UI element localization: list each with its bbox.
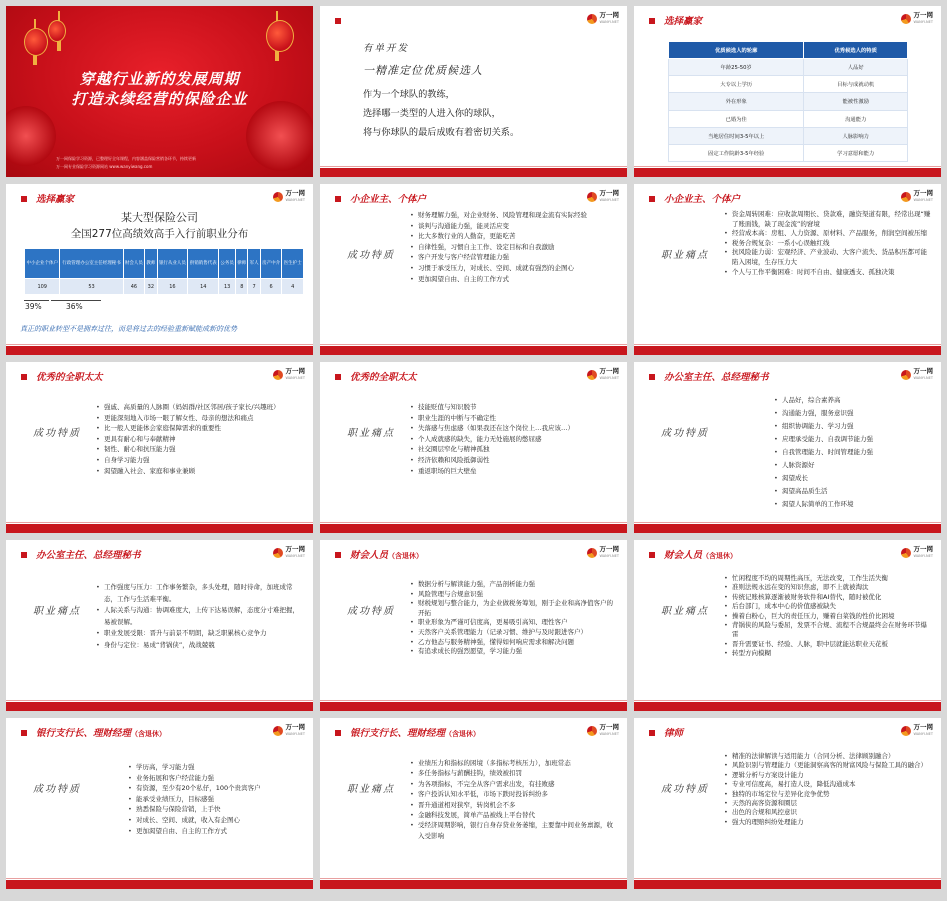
slide-title-sub: （含退休）: [388, 552, 424, 560]
table-header: 供销销售代表: [188, 249, 219, 279]
logo-subtext: WANYI.NET: [285, 732, 305, 736]
logo-subtext: WANYI.NET: [599, 20, 619, 24]
table-row: [669, 110, 908, 127]
bullet-list: [94, 582, 305, 651]
table-cell: 13: [219, 279, 236, 295]
intro-heading: 有单开发: [363, 43, 410, 54]
slide-cover[interactable]: [6, 6, 313, 177]
slide-lawyer-traits[interactable]: [634, 718, 941, 889]
logo-text: 万一网: [285, 367, 305, 375]
bullet-list: [408, 402, 619, 476]
slide-footer-bar: [6, 524, 313, 533]
logo-subtext: WANYI.NET: [913, 376, 933, 380]
list-item: • 习惯于承受压力，对成长、空间、成就有强烈的企图心: [418, 263, 619, 274]
list-item: • 为各项指标，不完全从客户需求出发，有挂败感: [418, 779, 619, 789]
bullet-square: [649, 18, 655, 24]
slide-title-text: 财会人员: [664, 550, 703, 561]
brand-logo: [901, 190, 933, 204]
list-item: • 抗风险能力弱：宏观经济、产业波动、大客户流失、货品积压都可能陷入困境，生存压力大: [732, 248, 933, 267]
logo-icon: [901, 726, 911, 736]
table-cell: 109: [25, 279, 60, 295]
list-item: • 更加渴望自由、自主的工作方式: [418, 274, 619, 285]
list-item: • 职业形象为严谨可信度高，更易吸引高知、理性客户: [418, 618, 619, 628]
table-row: [669, 144, 908, 161]
table-header: 行政管理办公室主任经理秘书: [60, 249, 123, 279]
list-item: • 精准的法律解读与适用能力（合同分析、法律顾别融合）: [732, 752, 933, 761]
logo-text: 万一网: [913, 11, 933, 19]
slide-title: [350, 547, 423, 561]
list-item: • 重返职场的巨大壁垒: [418, 466, 619, 477]
slide-title: 优秀的全职太太: [350, 372, 417, 383]
list-item: • 更具有耐心和与奉献精神: [104, 434, 305, 445]
list-item: • 天然客户关系管理能力（记录习惯、维护与及时跟进客户）: [418, 628, 619, 638]
list-item: • 晋升需要证书、经验、人脉，职中层就能达职业天花板: [732, 640, 933, 649]
slide-title: 办公室主任、总经理秘书: [36, 550, 141, 561]
list-item: • 更能深刻地入市场一眼了解女性、母亲的想法和痛点: [104, 413, 305, 424]
section-stamp: 职业痛点: [33, 606, 81, 617]
slide-title-text: 银行支行长、理财经理: [350, 728, 446, 739]
list-item: • 人脉资源好: [782, 459, 933, 472]
table-header: 军人: [248, 249, 260, 279]
list-item: • 业务拓展和客户经营能力强: [136, 773, 305, 784]
lantern-icon: [24, 28, 48, 56]
slide-footer-bar: [320, 702, 627, 711]
list-item: • 渴望成长: [782, 472, 933, 485]
slide-office-traits[interactable]: [634, 362, 941, 533]
bullet-square: [335, 196, 341, 202]
table-cell: 8: [236, 279, 248, 295]
bullet-square: [21, 374, 27, 380]
list-item: • 渴望高品质生活: [782, 485, 933, 498]
list-item: • 经营成本高：房租、人力资源、原材料、产品服务，削润空间被压缩: [732, 229, 933, 239]
list-item: • 技能贬值与知识脱节: [418, 402, 619, 413]
logo-text: 万一网: [599, 189, 619, 197]
bullet-square: [21, 730, 27, 736]
list-item: • 财务理解力强，对企业财务、风险管理和现金流有实际经验: [418, 210, 619, 221]
slide-candidate-table[interactable]: [634, 6, 941, 177]
bullet-square: [649, 552, 655, 558]
intro-paragraph-line: 选择哪一类型的人进入你的球队，: [363, 108, 501, 119]
list-item: • 数据分析与解读能力强，产品剖析能力强: [418, 580, 619, 590]
list-item: • 客户开发与客户经营管理能力强: [418, 252, 619, 263]
logo-icon: [587, 14, 597, 24]
logo-subtext: WANYI.NET: [913, 732, 933, 736]
list-item: • 出色的合规和风控意识: [732, 808, 933, 817]
table-header: 医生护士: [282, 249, 304, 279]
list-item: • 忙闲程度不均的周期性高压，无法改变，工作生活失衡: [732, 574, 933, 583]
flower-decoration: [6, 106, 56, 166]
distribution-subtitle: 全国277位高绩效高手入行前职业分布: [70, 228, 249, 240]
slide-accountant-traits[interactable]: [320, 540, 627, 711]
list-item: • 能承受业绩压力，目标感强: [136, 794, 305, 805]
slide-footer-bar: [320, 524, 627, 533]
percentage-bracket: [51, 300, 101, 301]
flower-decoration: [246, 101, 313, 171]
slide-office-pain[interactable]: [6, 540, 313, 711]
list-item: • 转型方向模糊: [732, 649, 933, 658]
slide-career-distribution[interactable]: [6, 184, 313, 355]
list-item: • 熟悉保险与保险营销，上手快: [136, 804, 305, 815]
distribution-table: [24, 248, 304, 295]
logo-text: 万一网: [913, 189, 933, 197]
logo-text: 万一网: [913, 367, 933, 375]
logo-text: 万一网: [913, 723, 933, 731]
slide-title-sub: （含退休）: [445, 730, 481, 738]
slide-business-owner-traits[interactable]: [320, 184, 627, 355]
bullet-square: [335, 552, 341, 558]
list-item: • 逻辑分析与方案设计能力: [732, 771, 933, 780]
list-item: • 多任务指标与薪酬挂钩，绩效被扣罚: [418, 768, 619, 778]
bullet-list: [722, 752, 933, 827]
slide-banker-pain[interactable]: [320, 718, 627, 889]
slide-title: [36, 725, 166, 739]
table-cell: 沟通能力: [804, 110, 908, 127]
bullet-square: [649, 730, 655, 736]
table-header: 优秀候选人的特质: [804, 42, 908, 59]
table-cell: 7: [248, 279, 260, 295]
list-item: • 金融科技发展，简单产品被线上平台替代: [418, 810, 619, 820]
logo-icon: [901, 192, 911, 202]
table-cell: 外在形象: [669, 93, 804, 110]
logo-icon: [901, 370, 911, 380]
slide-title-text: 银行支行长、理财经理: [36, 728, 132, 739]
table-header: 银行从业人员: [157, 249, 188, 279]
list-item: • 渴望人际简单的工作环境: [782, 498, 933, 511]
section-stamp: 成功特质: [347, 250, 395, 261]
list-item: • 专业可信度高，易打造人设，降低沟通成本: [732, 780, 933, 789]
brand-logo: [587, 368, 619, 382]
table-header: 财会人员: [123, 249, 145, 279]
cover-title-line1: 穿越行业新的发展周期: [79, 70, 240, 88]
section-stamp: 成功特质: [661, 784, 709, 795]
logo-text: 万一网: [599, 367, 619, 375]
logo-subtext: WANYI.NET: [913, 554, 933, 558]
logo-subtext: WANYI.NET: [913, 20, 933, 24]
slide-title-sub: （含退休）: [131, 730, 167, 738]
logo-subtext: WANYI.NET: [285, 554, 305, 558]
logo-text: 万一网: [913, 545, 933, 553]
list-item: • 人际关系与沟通：协调难度大，上传下达易误解，态度分寸难把握，易被误解。: [104, 605, 305, 628]
section-stamp: 职业痛点: [347, 428, 395, 439]
logo-text: 万一网: [285, 545, 305, 553]
logo-text: 万一网: [285, 189, 305, 197]
logo-subtext: WANYI.NET: [285, 198, 305, 202]
section-stamp: 职业痛点: [661, 606, 709, 617]
logo-subtext: WANYI.NET: [599, 732, 619, 736]
table-header: 律师: [236, 249, 248, 279]
table-header: 房产中介: [260, 249, 282, 279]
brand-logo: [587, 190, 619, 204]
list-item: • 资金周转困难：应收款周期长、贷款难，融资渠道有限，经常出现“赚了账面钱，缺了现金流”的窘境: [732, 210, 933, 229]
list-item: • 有资源，至少有20个私仔，100个贵宾客户: [136, 783, 305, 794]
logo-icon: [901, 14, 911, 24]
cover-fine-print: 万一网保险学习资源，已整理好全年课程，内容涵盖保险营销各环节，持续更新: [56, 156, 196, 161]
distribution-title: 某大型保险公司: [121, 211, 198, 224]
list-item: • 操着白粉心，巨大的责任压力，赚着白菜钱的性价比困境: [732, 612, 933, 621]
table-cell: 能被性激励: [804, 93, 908, 110]
bullet-square: [21, 196, 27, 202]
list-item: • 人品好，综合素养高: [782, 394, 933, 407]
slide-title: 选择赢家: [36, 194, 75, 205]
bullet-square: [649, 374, 655, 380]
list-item: • 学历高，学习能力强: [136, 762, 305, 773]
bullet-list: [772, 394, 933, 511]
logo-subtext: WANYI.NET: [285, 376, 305, 380]
table-row: [669, 76, 908, 93]
cover-fine-print: 万一网专业保险学习资源网站 www.wanyiwang.com: [56, 164, 153, 169]
list-item: • 失落感与焦虑感（如果我还在这个岗位上…我应该…）: [418, 423, 619, 434]
list-item: • 个人成就感的缺失，能力无处施展的憋屈感: [418, 434, 619, 445]
logo-icon: [273, 192, 283, 202]
section-stamp: 成功特质: [347, 606, 395, 617]
list-item: • 经济依赖和风险抵御弱性: [418, 455, 619, 466]
list-item: • 背锅侠的风险与委屈，发票不合规、流程不合规最终会在财务环节爆雷: [732, 621, 933, 640]
table-cell: 目标与成就动机: [804, 76, 908, 93]
logo-subtext: WANYI.NET: [599, 198, 619, 202]
section-stamp: 成功特质: [661, 428, 709, 439]
list-item: • 晋升通道相对狭窄，转岗机会不多: [418, 800, 619, 810]
list-item: • 自身学习能力强: [104, 455, 305, 466]
brand-logo: [273, 190, 305, 204]
table-cell: 当地居住时间3-5年以上: [669, 127, 804, 144]
bullet-square: [21, 552, 27, 558]
slide-quote: 真正的职业转型不是拥弃过往，而是将过去的经验重新赋能成新的优势: [20, 325, 237, 333]
bullet-list: [722, 210, 933, 277]
section-stamp: 成功特质: [33, 784, 81, 795]
table-header: 公务员: [219, 249, 236, 279]
list-item: • 风险管理与合规意识强: [418, 590, 619, 600]
section-stamp: 职业痛点: [347, 784, 395, 795]
slide-footer-bar: [634, 346, 941, 355]
table-cell: 14: [188, 279, 219, 295]
list-item: • 工作强度与压力：工作事务繁杂，多头处理，随时待命，加班成常态，工作与生活难平衡。: [104, 582, 305, 605]
brand-logo: [901, 546, 933, 560]
list-item: • 强大的理赔纠纷处理能力: [732, 818, 933, 827]
logo-icon: [587, 548, 597, 558]
table-cell: 固定工作院龄3-5年经验: [669, 144, 804, 161]
lantern-icon: [266, 20, 294, 52]
list-item: • 自我管理能力、时间管理能力强: [782, 446, 933, 459]
list-item: • 天然的高客资源和圈层: [732, 799, 933, 808]
brand-logo: [587, 12, 619, 26]
candidate-comparison-table: [668, 41, 908, 162]
list-item: • 强戚、高质量的人脉圈（妈妈群/社区邻居/孩子家长/兴趣班）: [104, 402, 305, 413]
bullet-square: [335, 730, 341, 736]
table-cell: 32: [145, 279, 157, 295]
logo-icon: [587, 726, 597, 736]
cover-title-line2: 打造永续经营的保险企业: [71, 90, 248, 108]
list-item: • 组织协调能力、学习力强: [782, 420, 933, 433]
list-item: • 准则法规永远在变的知识焦虑，即不上就被淘汰: [732, 583, 933, 592]
list-item: • 职业发展受限：晋升与前景不明朗，缺乏职累核心竞争力: [104, 628, 305, 640]
list-item: • 韧性、耐心和抗压能力强: [104, 444, 305, 455]
slide-title: 小企业主、个体户: [350, 194, 427, 205]
brand-logo: [273, 546, 305, 560]
list-item: • 应理承受能力、自我调节能力强: [782, 433, 933, 446]
bullet-list: [408, 210, 619, 284]
table-cell: 6: [260, 279, 282, 295]
list-item: • 个人与工作平衡困难：时间不自由、健康透支、孤独决策: [732, 268, 933, 278]
list-item: • 乙方他态与服务精神强，懂得如何响应需求和解决问题: [418, 638, 619, 648]
brand-logo: [901, 12, 933, 26]
slide-footer-bar: [634, 702, 941, 711]
brand-logo: [901, 368, 933, 382]
table-cell: 16: [157, 279, 188, 295]
slide-title: [350, 725, 480, 739]
list-item: • 风险识别与管理能力（更能洞察高客的财富风险与保险工具的融合）: [732, 761, 933, 770]
section-stamp: 成功特质: [33, 428, 81, 439]
slide-footer-bar: [320, 880, 627, 889]
logo-text: 万一网: [599, 723, 619, 731]
logo-icon: [273, 548, 283, 558]
bullet-list: [408, 580, 619, 657]
list-item: • 身份与定位：易成“背锅侠”，战战兢兢: [104, 640, 305, 652]
bullet-square: [649, 196, 655, 202]
percentage-label: 36%: [66, 302, 83, 311]
slide-banker-traits[interactable]: [6, 718, 313, 889]
slide-footer-bar: [634, 524, 941, 533]
list-item: • 有追求成长的强烈愿望，学习能力强: [418, 647, 619, 657]
logo-subtext: WANYI.NET: [913, 198, 933, 202]
table-header: 中小企业个体户: [25, 249, 60, 279]
slide-footer-bar: [6, 346, 313, 355]
table-header: 优质候选人的轮廓: [669, 42, 804, 59]
table-row: [25, 279, 304, 295]
list-item: • 沟通能力强，服务意识强: [782, 407, 933, 420]
list-item: • 传统记账核算逐渐被财务软件和AI替代，随时被优化: [732, 593, 933, 602]
list-item: • 社交圈层窄化与精神孤独: [418, 444, 619, 455]
table-cell: 年龄25-50岁: [669, 59, 804, 76]
list-item: • 财税规划与整合能力，为企业做税务筹划，刚于企业和高净值客户的开拓: [418, 599, 619, 618]
brand-logo: [587, 724, 619, 738]
slide-title: 办公室主任、总经理秘书: [664, 372, 769, 383]
brand-logo: [901, 724, 933, 738]
slide-footer-bar: [320, 346, 627, 355]
logo-icon: [587, 370, 597, 380]
slide-title: 小企业主、个体户: [664, 194, 741, 205]
logo-icon: [587, 192, 597, 202]
slide-footer-bar: [6, 880, 313, 889]
brand-logo: [273, 368, 305, 382]
slide-housewife-traits[interactable]: [6, 362, 313, 533]
list-item: • 后台部门，成本中心的价值感被缺失: [732, 602, 933, 611]
bullet-square: [335, 18, 341, 24]
table-header: 教师: [145, 249, 157, 279]
list-item: • 谈判与沟通能力强，能灵活应变: [418, 221, 619, 232]
logo-icon: [901, 548, 911, 558]
list-item: • 更加渴望自由、自主的工作方式: [136, 826, 305, 837]
table-cell: 已婚为佳: [669, 110, 804, 127]
section-stamp: 职业痛点: [661, 250, 709, 261]
list-item: • 比一般人更能体会家庭保障需求的重要性: [104, 423, 305, 434]
logo-text: 万一网: [599, 11, 619, 19]
bullet-list: [126, 762, 305, 836]
slide-footer-bar: [6, 702, 313, 711]
intro-paragraph-line: 作为一个球队的教练，: [363, 89, 455, 100]
bullet-list: [408, 758, 619, 841]
table-cell: 46: [123, 279, 145, 295]
logo-subtext: WANYI.NET: [599, 376, 619, 380]
slide-accountant-pain[interactable]: [634, 540, 941, 711]
slide-title-sub: （含退休）: [702, 552, 738, 560]
table-cell: 学习意愿和能力: [804, 144, 908, 161]
list-item: • 税务合规复杂：一系小心误触红线: [732, 239, 933, 249]
logo-text: 万一网: [285, 723, 305, 731]
list-item: • 职业生涯的中断与不确定性: [418, 413, 619, 424]
slide-footer-bar: [634, 168, 941, 177]
slide-business-owner-pain[interactable]: [634, 184, 941, 355]
logo-icon: [273, 726, 283, 736]
logo-subtext: WANYI.NET: [599, 554, 619, 558]
intro-subheading: 一精准定位优质候选人: [363, 64, 483, 77]
percentage-bracket: [24, 300, 49, 301]
table-row: [669, 93, 908, 110]
bullet-list: [722, 574, 933, 659]
list-item: • 比大多数行业的人勤奋，更能吃苦: [418, 231, 619, 242]
slide-title: 选择赢家: [664, 16, 703, 27]
list-item: • 渴望融入社会、家庭和事业兼顾: [104, 466, 305, 477]
lantern-icon: [48, 20, 66, 42]
logo-icon: [273, 370, 283, 380]
list-item: • 独特的市场定位与差异化竞争优势: [732, 790, 933, 799]
slide-title: 优秀的全职太太: [36, 372, 103, 383]
table-cell: 4: [282, 279, 304, 295]
table-cell: 大专以上学历: [669, 76, 804, 93]
list-item: • 受经济周期影响，银行自身存贷业务萎缩，主要靠中间业务禀源，收入受影响: [418, 820, 619, 841]
table-row: [669, 127, 908, 144]
brand-logo: [587, 546, 619, 560]
table-cell: 53: [60, 279, 123, 295]
slide-housewife-pain[interactable]: [320, 362, 627, 533]
table-row: [669, 59, 908, 76]
intro-paragraph-line: 将与你球队的最后成败有着密切关系。: [363, 127, 520, 138]
slide-title: [664, 547, 737, 561]
list-item: • 业绩压力和指标的困境（多指标考核压力），加班常态: [418, 758, 619, 768]
bullet-list: [94, 402, 305, 476]
slide-title: 律师: [664, 728, 684, 739]
slide-title-text: 财会人员: [350, 550, 389, 561]
slide-footer-bar: [634, 880, 941, 889]
percentage-label: 39%: [25, 302, 42, 311]
bullet-square: [335, 374, 341, 380]
slide-intro[interactable]: [320, 6, 627, 177]
brand-logo: [273, 724, 305, 738]
logo-text: 万一网: [599, 545, 619, 553]
table-cell: 人脉影响力: [804, 127, 908, 144]
slide-footer-bar: [320, 168, 627, 177]
list-item: • 客户投诉认知水平低，市场下跌时投诉纠纷多: [418, 789, 619, 799]
list-item: • 对成长、空间、成就，收入有企图心: [136, 815, 305, 826]
list-item: • 自律性强，习惯自主工作、设定目标和自我激励: [418, 242, 619, 253]
table-cell: 人品好: [804, 59, 908, 76]
